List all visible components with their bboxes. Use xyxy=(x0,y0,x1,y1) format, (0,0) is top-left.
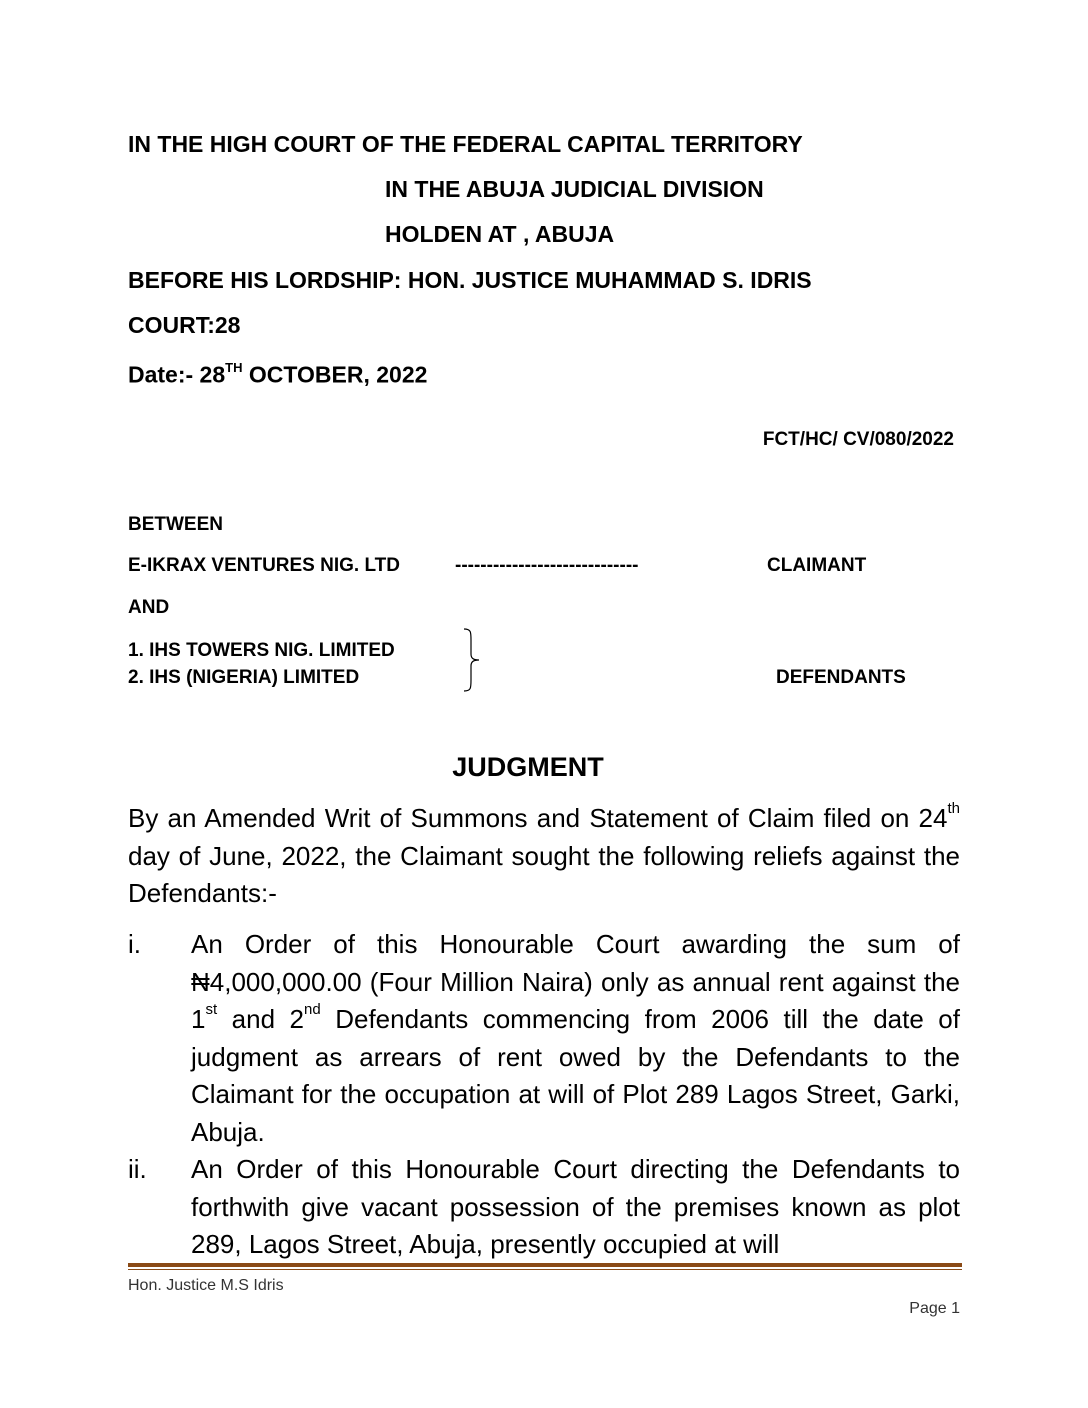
court-heading: IN THE HIGH COURT OF THE FEDERAL CAPITAL TERRITORY xyxy=(128,131,803,157)
relief-text-3: Defendants commencing from 2006 till the date of judgment as arrears of rent owed by the Defendants to the Claimant for the occupation at will of Plot 289 Lagos Street, Garki, Abuja. xyxy=(191,1004,960,1147)
suit-number: FCT/HC/ CV/080/2022 xyxy=(762,429,954,450)
relief-text xyxy=(191,926,960,1151)
reliefs-list xyxy=(128,926,960,1264)
claimant-role: CLAIMANT xyxy=(767,555,867,576)
relief-number: ii. xyxy=(128,1154,147,1184)
curly-brace-icon xyxy=(462,628,482,692)
defendant-role: DEFENDANTS xyxy=(776,667,906,688)
relief-text-1: An Order of this Honourable Court awarding the sum of ₦4,000,000.00 (Four Million Naira) only as annual rent against the 1 xyxy=(191,929,960,1034)
relief-superscript-2: nd xyxy=(304,1001,321,1019)
defendant-1: 1. IHS TOWERS NIG. LIMITED xyxy=(128,640,395,661)
relief-text: An Order of this Honourable Court directing the Defendants to forthwith give vacant possession of the premises known as plot 289, Lagos Street, Abuja, presently occupied at will xyxy=(191,1154,960,1259)
before-heading: BEFORE HIS LORDSHIP: HON. JUSTICE MUHAMMAD S. IDRIS xyxy=(128,267,812,293)
holden-heading: HOLDEN AT , ABUJA xyxy=(385,221,615,247)
footer-divider xyxy=(128,1263,962,1267)
relief-text-2: and 2 xyxy=(217,1004,305,1034)
between-label: BETWEEN xyxy=(128,514,223,535)
list-item xyxy=(128,1151,960,1264)
date-suffix: OCTOBER, 2022 xyxy=(242,361,428,388)
date-superscript: TH xyxy=(225,360,243,375)
footer-author: Hon. Justice M.S Idris xyxy=(128,1277,284,1294)
judgment-date xyxy=(128,356,427,389)
and-label: AND xyxy=(128,597,170,618)
dashes-separator: ----------------------------- xyxy=(455,555,639,576)
judgment-title: JUDGMENT xyxy=(452,752,604,782)
intro-paragraph xyxy=(128,800,960,913)
relief-superscript-1: st xyxy=(205,1001,218,1019)
court-number: COURT:28 xyxy=(128,312,241,338)
defendant-2: 2. IHS (NIGERIA) LIMITED xyxy=(128,667,360,688)
intro-text-1: By an Amended Writ of Summons and Statement of Claim filed on 24 xyxy=(128,803,948,833)
footer-divider-thin xyxy=(128,1269,962,1270)
date-prefix: Date:- 28 xyxy=(128,361,226,388)
relief-number: i. xyxy=(128,929,141,959)
list-item xyxy=(128,926,960,1151)
page-number: Page 1 xyxy=(909,1300,960,1317)
intro-text-2: day of June, 2022, the Claimant sought the following reliefs against the Defendants:- xyxy=(128,840,960,908)
division-heading: IN THE ABUJA JUDICIAL DIVISION xyxy=(385,176,764,202)
intro-superscript: th xyxy=(947,800,960,818)
claimant-name: E-IKRAX VENTURES NIG. LTD xyxy=(128,555,400,576)
